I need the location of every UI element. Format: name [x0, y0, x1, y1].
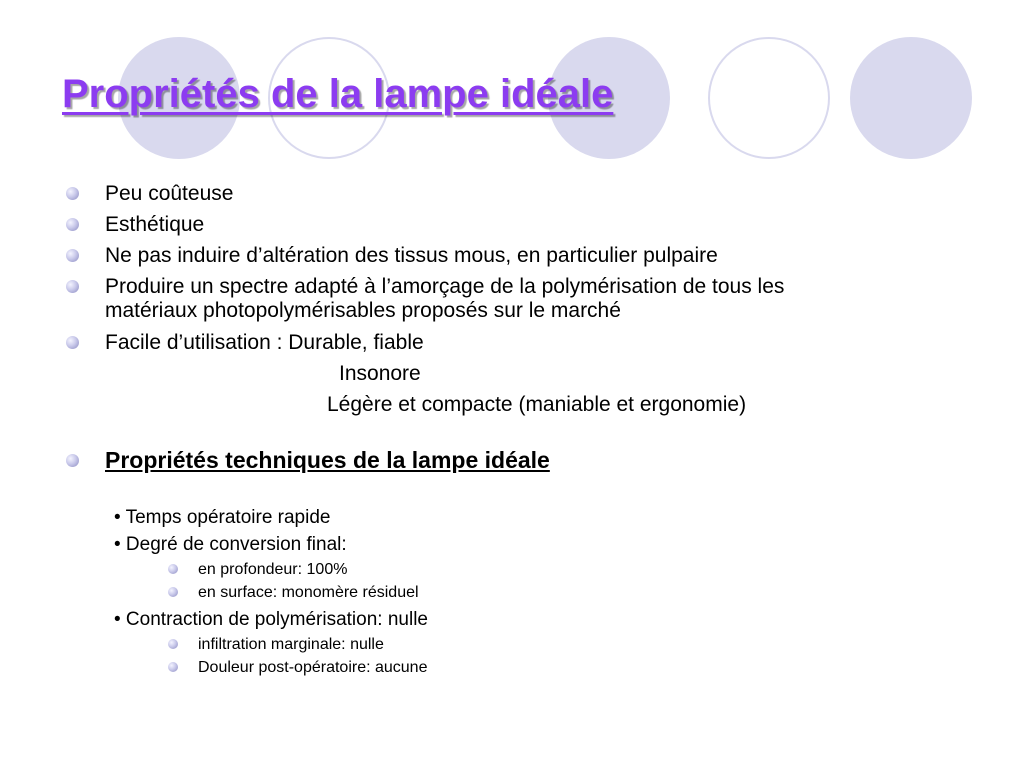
technical-detail: en profondeur: 100%	[198, 561, 348, 578]
technical-detail: en surface: monomère résiduel	[198, 584, 419, 601]
technical-item: • Contraction de polymérisation: nulle	[114, 609, 428, 630]
technical-detail: infiltration marginale: nulle	[198, 636, 384, 653]
bullet-continuation: Insonore	[339, 362, 421, 385]
section-heading: Propriétés techniques de la lampe idéale	[105, 447, 550, 473]
bullet-icon	[66, 249, 79, 262]
technical-item: • Degré de conversion final:	[114, 534, 347, 555]
bullet-icon	[66, 454, 79, 467]
bullet-text: Esthétique	[105, 213, 205, 236]
bullet-text: Facile d’utilisation : Durable, fiable	[105, 331, 424, 354]
bullet-icon	[168, 639, 178, 649]
decor-circle-outline	[708, 37, 830, 159]
decor-circle	[850, 37, 972, 159]
technical-detail: Douleur post-opératoire: aucune	[198, 659, 428, 676]
bullet-text: Peu coûteuse	[105, 182, 234, 205]
bullet-icon	[168, 587, 178, 597]
bullet-text: Produire un spectre adapté à l’amorçage de la polymérisation de tous les	[105, 275, 785, 298]
bullet-icon	[66, 336, 79, 349]
bullet-icon	[66, 187, 79, 200]
bullet-icon	[168, 564, 178, 574]
slide-title: Propriétés de la lampe idéale	[62, 72, 614, 116]
bullet-continuation: Légère et compacte (maniable et ergonomie)	[327, 393, 747, 416]
technical-item: • Temps opératoire rapide	[114, 507, 331, 528]
bullet-icon	[66, 218, 79, 231]
bullet-text: Ne pas induire d’altération des tissus mous, en particulier pulpaire	[105, 244, 718, 267]
bullet-icon	[168, 662, 178, 672]
bullet-icon	[66, 280, 79, 293]
bullet-text-continuation: matériaux photopolymérisables proposés sur le marché	[105, 299, 621, 322]
